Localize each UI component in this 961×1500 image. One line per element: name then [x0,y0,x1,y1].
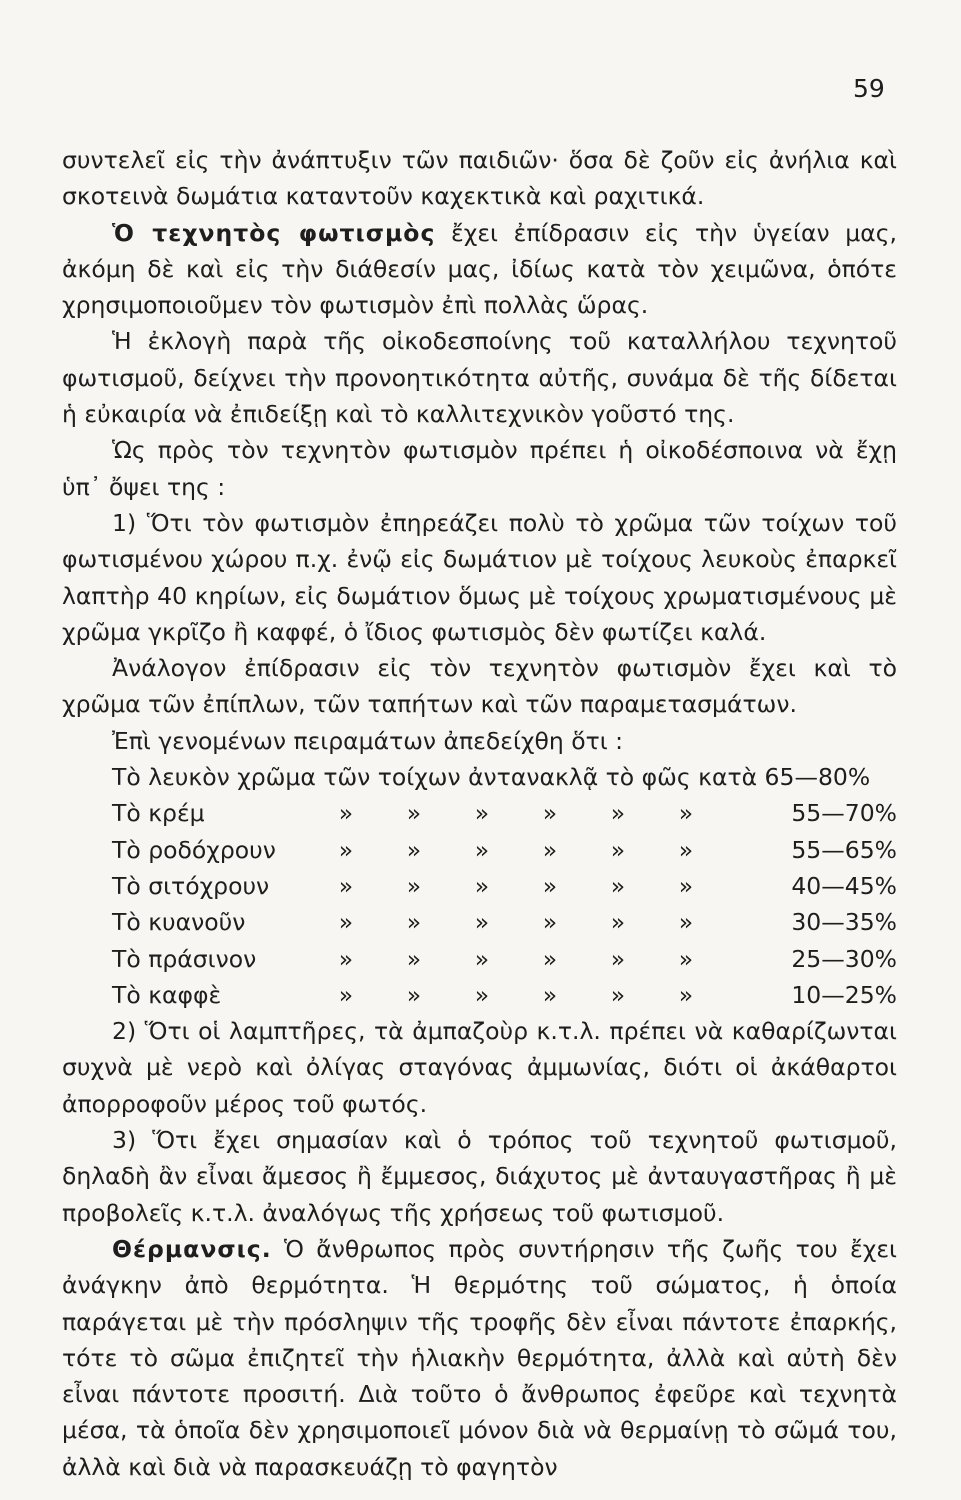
ditto-mark: » [406,799,422,828]
reflection-value: 55—70% [791,799,897,828]
ditto-mark: » [678,835,694,864]
color-name: Τὸ κυανοῦν [112,908,246,937]
ditto-mark: » [542,944,558,973]
reflection-header: Τὸ λευκὸν χρῶμα τῶν τοίχων ἀντανακλᾷ τὸ φῶς κατὰ 65—80% [112,763,871,792]
ditto-mark: » [406,835,422,864]
ditto-mark: » [610,908,626,937]
table-row [112,868,897,904]
table-row [112,904,897,940]
ditto-mark: » [338,871,354,900]
color-name: Τὸ ροδόχρουν [112,835,276,864]
ditto-mark: » [678,871,694,900]
ditto-mark: » [474,980,490,1009]
table-row [112,795,897,831]
reflection-value: 10—25% [791,980,897,1009]
heating-text: Ὁ ἄνθρωπος πρὸς συντήρησιν τῆς ζωῆς του ἔχει ἀνάγκην ἀπὸ θερμότητα. Ἡ θερμότης τοῦ σώματος, ἡ ὁποία παράγεται μὲ τὴν πρόσληψιν τῆς τροφῆς δὲν εἶναι πάντοτε ἐπαρκής, τότε τὸ σῶμα ἐπιζητεῖ τὴν ἡλιακὴν θερμότητα, ἀλλὰ καὶ αὐτὴ δὲν εἶναι πάντοτε προσιτή. Διὰ τοῦτο ὁ ἄνθρωπος ἐφεῦρε καὶ τεχνητὰ μέσα, τὰ ὁποῖα δὲν χρησιμοποιεῖ μόνον διὰ νὰ θερμαίνῃ τὸ σῶμά του, ἀλλὰ καὶ διὰ νὰ παρασκευάζῃ τὸ φαγητὸν [62,1234,897,1481]
reflection-value: 25—30% [791,944,897,973]
heating-heading: Θέρμανσις. [112,1234,272,1263]
color-name: Τὸ σιτόχρουν [112,871,270,900]
furniture-paragraph: Ἀνάλογον ἐπίδρασιν εἰς τὸν τεχνητὸν φωτισμὸν ἔχει καὶ τὸ χρῶμα τῶν ἐπίπλων, τῶν ταπήτων καὶ τῶν παραμετασμάτων. [62,654,897,719]
ditto-mark: » [678,799,694,828]
ditto-mark: » [406,908,422,937]
ditto-mark: » [474,835,490,864]
ditto-mark: » [338,944,354,973]
housewife-paragraph: Ὡς πρὸς τὸν τεχνητὸν φωτισμὸν πρέπει ἡ οἰκοδέσποινα νὰ ἔχῃ ὑπ᾽ ὄψει της : [62,436,897,501]
ditto-mark: » [474,908,490,937]
artificial-lighting-paragraph [62,215,897,324]
ditto-mark: » [678,908,694,937]
color-name: Τὸ καφφὲ [112,980,222,1009]
reflection-table [112,759,897,1013]
ditto-mark: » [406,980,422,1009]
page-number: 59 [853,74,885,103]
reflection-header-row [112,759,897,795]
ditto-mark: » [610,799,626,828]
ditto-mark: » [610,871,626,900]
table-row [112,941,897,977]
ditto-mark: » [542,871,558,900]
ditto-mark: » [474,799,490,828]
ditto-mark: » [338,908,354,937]
point-2-paragraph: 2) Ὅτι οἱ λαμπτῆρες, τὰ ἀμπαζοὺρ κ.τ.λ. πρέπει νὰ καθαρίζωνται συχνὰ μὲ νερὸ καὶ ὀλίγας σταγόνας ἀμμωνίας, διότι οἱ ἀκάθαρτοι ἀπορροφοῦν μέρος τοῦ φωτός. [62,1017,897,1118]
reflection-value: 40—45% [791,871,897,900]
artificial-lighting-text: ἔχει ἐπίδρασιν εἰς τὴν ὑγείαν μας, ἀκόμη δὲ καὶ εἰς τὴν διάθεσίν μας, ἰδίως κατὰ τὸν χειμῶνα, ὁπότε χρησιμοποιοῦμεν τὸν φωτισμὸν ἐπὶ πολλὰς ὥρας. [62,218,897,320]
ditto-mark: » [338,799,354,828]
ditto-mark: » [542,799,558,828]
experiments-paragraph: Ἐπὶ γενομένων πειραμάτων ἀπεδείχθη ὅτι : [112,726,624,755]
ditto-mark: » [610,944,626,973]
ditto-mark: » [474,871,490,900]
point-3-paragraph: 3) Ὅτι ἔχει σημασίαν καὶ ὁ τρόπος τοῦ τεχνητοῦ φωτισμοῦ, δηλαδὴ ἂν εἶναι ἄμεσος ἢ ἔμμεσος, διάχυτος μὲ ἀνταυγαστῆρας ἢ μὲ προβολεῖς κ.τ.λ. ἀναλόγως τῆς χρήσεως τοῦ φωτισμοῦ. [62,1126,897,1227]
ditto-mark: » [338,835,354,864]
table-row [112,832,897,868]
artificial-lighting-term: Ὁ τεχνητὸς φωτισμὸς [112,218,436,247]
heating-paragraph [62,1231,897,1485]
color-name: Τὸ πράσινον [112,944,257,973]
ditto-mark: » [474,944,490,973]
reflection-value: 55—65% [791,835,897,864]
choice-paragraph: Ἡ ἐκλογὴ παρὰ τῆς οἰκοδεσποίνης τοῦ καταλλήλου τεχνητοῦ φωτισμοῦ, δείχνει τὴν προνοητικότητα αὐτῆς, συνάμα δὲ τῆς δίδεται ἡ εὐκαιρία νὰ ἐπιδείξῃ καὶ τὸ καλλιτεχνικὸν γοῦστό της. [62,327,897,429]
ditto-mark: » [678,980,694,1009]
ditto-mark: » [610,980,626,1009]
ditto-mark: » [338,980,354,1009]
ditto-mark: » [542,980,558,1009]
ditto-mark: » [610,835,626,864]
point-1-paragraph: 1) Ὅτι τὸν φωτισμὸν ἐπηρεάζει πολὺ τὸ χρῶμα τῶν τοίχων τοῦ φωτισμένου χώρου π.χ. ἐνῷ εἰς δωμάτιον μὲ τοίχους λευκοὺς ἐπαρκεῖ λαπτὴρ 40 κηρίων, εἰς δωμάτιον ὅμως μὲ τοίχους χρωματισμένους μὲ χρῶμα γκρῖζο ἢ καφφέ, ὁ ἴδιος φωτισμὸς δὲν φωτίζει καλά. [62,508,897,646]
ditto-mark: » [542,908,558,937]
intro-paragraph: συντελεῖ εἰς τὴν ἀνάπτυξιν τῶν παιδιῶν· ὅσα δὲ ζοῦν εἰς ἀνήλια καὶ σκοτεινὰ δωμάτια καταντοῦν καχεκτικὰ καὶ ραχιτικά. [62,146,897,211]
ditto-mark: » [678,944,694,973]
color-name: Τὸ κρέμ [112,799,205,828]
reflection-value: 30—35% [791,908,897,937]
ditto-mark: » [406,944,422,973]
table-row [112,977,897,1013]
body-text [62,142,897,1485]
ditto-mark: » [542,835,558,864]
ditto-mark: » [406,871,422,900]
